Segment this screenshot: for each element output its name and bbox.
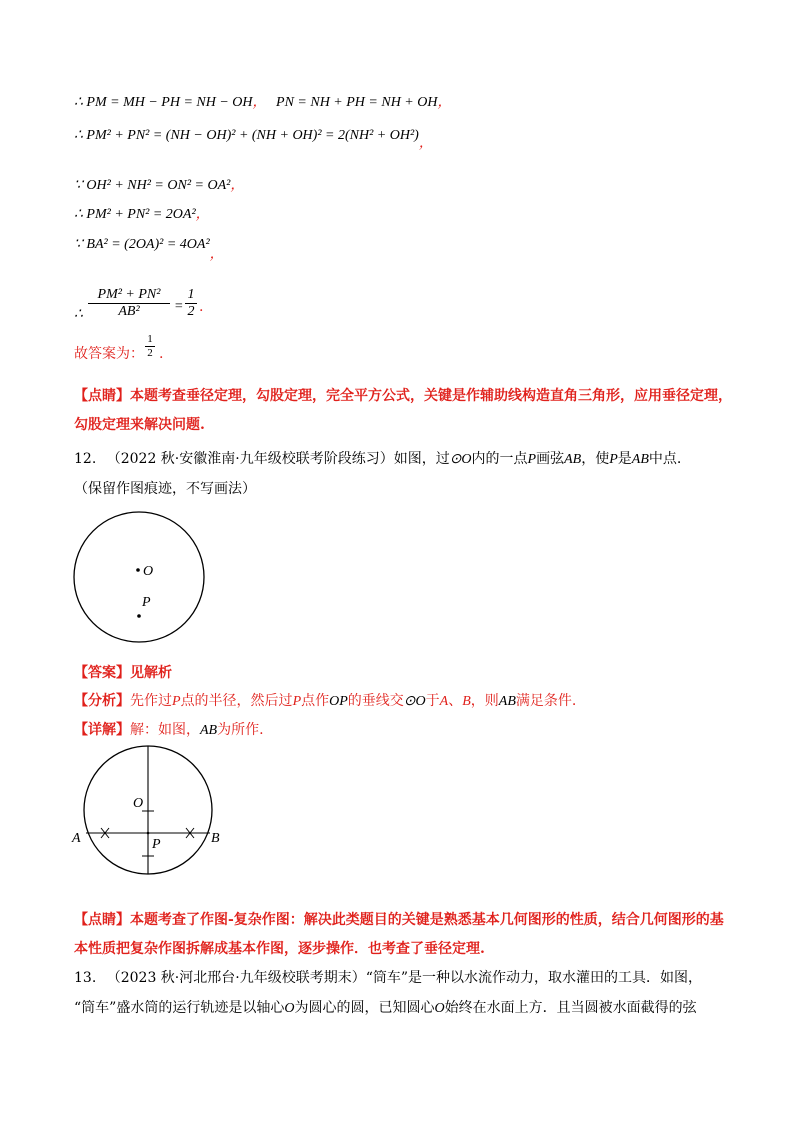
comment-text: 本题考查了作图-复杂作图：解决此类题目的关键是熟悉基本几何图形的性质，结合几何图形的基	[130, 912, 724, 928]
fraction-denominator: AB²	[118, 304, 140, 319]
point-label: P	[609, 452, 618, 467]
question-text: 是	[617, 451, 632, 467]
fraction-denominator: 2	[187, 304, 195, 319]
point-label: A	[439, 694, 449, 709]
fraction-half	[185, 287, 197, 320]
comment-tag: 【点睛】	[74, 912, 130, 928]
question-text: 如图，过	[393, 451, 450, 467]
question-13-line-1	[74, 968, 702, 988]
point-label: P	[292, 694, 302, 709]
analysis-text: 满足条件.	[515, 693, 577, 709]
separator: ，	[418, 136, 433, 151]
equation-pm-pn	[74, 93, 451, 113]
point-label: O	[434, 1001, 445, 1016]
label-a: A	[72, 831, 81, 846]
segment-label: AB	[564, 452, 582, 467]
separator: ，	[195, 207, 210, 222]
equation-text: ∵ BA² = (2OA)² = 4OA²	[74, 237, 210, 252]
detail-text: 解：如图，	[130, 722, 200, 738]
equation-pn: PN = NH + PH = NH + OH	[276, 95, 438, 110]
equation-sum-squares	[74, 126, 433, 151]
segment-label: AB	[498, 694, 516, 709]
detail-tag: 【详解】	[74, 722, 130, 738]
equation-text: ∵ OH² + NH² = ON² = OA²	[74, 178, 231, 193]
label-p: P	[142, 595, 151, 610]
point-label: P	[172, 694, 181, 709]
therefore-symbol: ∴	[74, 307, 83, 322]
fraction-main	[88, 287, 170, 320]
equation-text: ∴ PM² + PN² = 2OA²	[74, 207, 196, 222]
analysis-text: 的垂线交	[347, 693, 404, 709]
question-12-line-2: （保留作图痕迹，不写画法）	[74, 481, 256, 497]
question-text: ，使	[581, 451, 610, 467]
circle-symbol: ⊙O	[403, 694, 426, 709]
analysis-text: ，则	[470, 693, 499, 709]
question-12-line-1	[74, 449, 681, 470]
comment-12-line-2: 本性质把复杂作图拆解成基本作图，逐步操作．也考查了垂径定理.	[74, 941, 485, 957]
analysis-text: 、	[448, 693, 463, 709]
equation-ba	[74, 235, 224, 262]
separator: ，	[437, 95, 452, 110]
separator: ，	[209, 247, 224, 262]
point-label: B	[462, 694, 471, 709]
equals-sign: =	[174, 299, 184, 314]
question-text: 始终在水面上方．且当圆被水面截得的弦	[444, 1000, 697, 1016]
equation-2oa	[74, 205, 210, 225]
analysis-text: 点的半径，然后过	[180, 693, 293, 709]
detail-text: 为所作.	[217, 722, 264, 738]
point-label: O	[284, 1001, 295, 1016]
equation-pm: ∴ PM = MH − PH = NH − OH	[74, 95, 253, 110]
question-text: “筒车”是一种以水流作动力，取水灌田的工具．如图，	[365, 970, 703, 986]
question-text: 画弦	[536, 451, 565, 467]
point-p	[147, 832, 150, 835]
comment-12-line-1	[74, 910, 724, 930]
analysis-text: 点作	[301, 693, 330, 709]
question-number: 13.	[74, 970, 97, 986]
circle-outline	[74, 512, 204, 642]
answer-tag: 【答案】	[74, 665, 130, 681]
answer-label: 故答案为：	[74, 346, 144, 362]
label-p: P	[152, 837, 161, 852]
analysis-12	[74, 691, 576, 712]
segment-label: OP	[329, 694, 348, 709]
answer-text: 见解析	[130, 665, 172, 681]
period: .	[199, 299, 204, 315]
fraction-numerator: 1	[147, 333, 153, 345]
question-source: （2023 秋·河北邢台·九年级校联考期末）	[106, 970, 366, 986]
question-text: 中点.	[648, 451, 682, 467]
analysis-text: 先作过	[130, 693, 172, 709]
equation-text: ∴ PM² + PN² = (NH − OH)² + (NH + OH)² = 2(NH² + OH²)	[74, 128, 419, 143]
separator: ，	[230, 178, 245, 193]
comment-tag: 【点睛】	[74, 388, 130, 404]
question-text: 为圆心的圆，已知圆心	[294, 1000, 435, 1016]
answer-fraction	[145, 333, 155, 360]
comment-line-2: 勾股定理来解决问题.	[74, 417, 205, 433]
answer-12	[74, 663, 172, 683]
segment-label: AB	[631, 452, 649, 467]
comment-text: 本题考查垂径定理，勾股定理，完全平方公式，关键是作辅助线构造直角三角形，应用垂径定理，	[130, 388, 732, 404]
fraction-numerator: PM² + PN²	[97, 287, 161, 302]
question-text: 内的一点	[471, 451, 528, 467]
question-source: （2022 秋·安徽淮南·九年级校联考阶段练习）	[106, 451, 394, 467]
segment-label: AB	[200, 723, 218, 738]
label-o: O	[133, 796, 144, 811]
analysis-tag: 【分析】	[74, 693, 130, 709]
equation-pythagoras	[74, 176, 244, 196]
question-number: 12.	[74, 451, 97, 467]
label-o: O	[143, 564, 154, 579]
period: .	[159, 346, 164, 362]
detail-12	[74, 720, 264, 741]
comment-line-1	[74, 386, 732, 406]
question-13-line-2	[74, 998, 697, 1019]
question-text: “筒车”盛水筒的运行轨迹是以轴心	[74, 1000, 285, 1016]
figure-construction	[70, 745, 230, 880]
figure-circle-given	[70, 508, 210, 648]
circle-symbol: ⊙O	[449, 452, 472, 467]
label-b: B	[211, 831, 220, 846]
analysis-text: 于	[425, 693, 440, 709]
point-p	[137, 614, 141, 618]
point-label: P	[527, 452, 537, 467]
fraction-denominator: 2	[147, 347, 153, 359]
fraction-numerator: 1	[187, 287, 195, 302]
center-point	[136, 568, 140, 572]
separator: ，	[252, 95, 267, 110]
